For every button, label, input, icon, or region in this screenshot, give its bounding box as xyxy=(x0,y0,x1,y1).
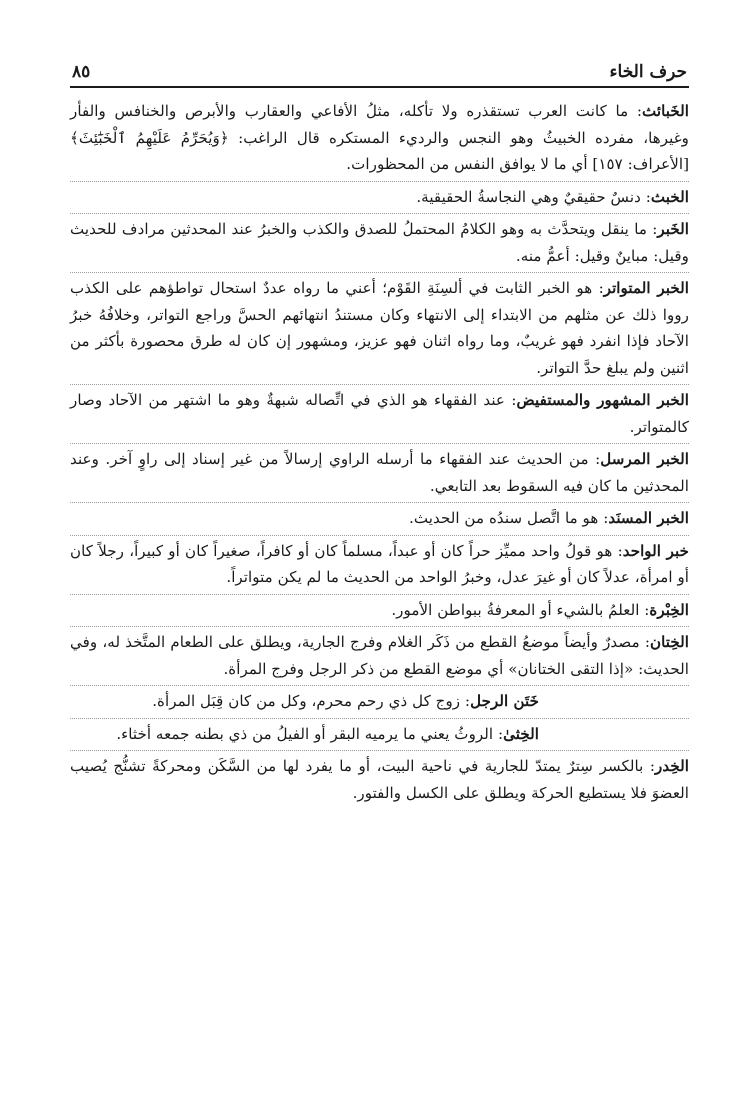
entry-khabar-wahid xyxy=(70,536,689,595)
entry-definition: : العلمُ بالشيء أو المعرفةُ ببواطن الأمور. xyxy=(391,600,650,619)
entry-definition: : هو الخبر الثابت في ألسِنَةِ القَوْم؛ أعني ما رواه عددٌ استحال تواطؤهم على الكذب رووا ذلك عن مثلهم من الابتداء إلى الانتهاء وكان مستندُ انتهائهم الحسَّ وراجع التواتر، وخلافُهُ خبرُ الآحاد فإذا انفرد فهو غريبٌ، وما رواه اثنان فهو عزيز، ومشهور إن كان له طرق محصورة بأكثر من اثنين ولم يبلغ حدَّ التواتر. xyxy=(70,279,689,377)
entry-term: خبر الواحد xyxy=(622,541,689,560)
entry-term: الخِتان xyxy=(649,633,689,651)
entry-definition: : هو ما اتَّصل سندُه من الحديث. xyxy=(409,509,609,527)
entry-khabar xyxy=(70,214,689,273)
entry-khatan-rajul xyxy=(70,686,689,719)
entry-term: الخِدر xyxy=(655,757,689,775)
entry-term: خَتَن الرجل xyxy=(470,692,539,710)
dictionary-page xyxy=(70,52,689,1065)
entry-term: الخبث xyxy=(650,187,689,206)
entry-khabar-mutawatir xyxy=(70,273,689,385)
entry-definition: : مصدرٌ وأيضاً موضعُ القطع من ذَكَر الغلام وفرج الجارية، ويطلق على الطعام المتَّخذ له، وفي الحديث: «إذا التقى الختانان» أي موضع القطع من ذكر الرجل وفرج المرأة. xyxy=(70,633,689,678)
entry-khitan xyxy=(70,627,689,686)
entry-term: الخبر المشهور والمستفيض xyxy=(516,391,689,409)
entry-khabaith xyxy=(70,96,689,182)
entry-term: الخِثىٰ xyxy=(503,724,539,743)
entry-definition: : زوج كل ذي رحم محرم، وكل من كان قِبَل المرأة. xyxy=(152,692,471,710)
entry-definition: : عند الفقهاء هو الذي في اتِّصاله شبهةٌ وهو ما اشتهر من الآحاد وصار كالمتواتر. xyxy=(70,391,689,436)
entry-definition: : ما كانت العرب تستقذره ولا تأكله، مثلُ الأفاعي والعقارب والأبرص والخنافس والفأر وغيرها، مفرده الخبيثُ وهو النجس والرديء المستكره قال الراغب: ﴿وَيُحَرِّمُ عَلَيْهِمُ ٱلْخَبَٰٓئِثَ﴾ [الأعراف: ١٥٧] أي ما لا يوافق النفس من المحظورات. xyxy=(70,102,689,173)
entries-list xyxy=(70,96,689,809)
entry-definition: : دنسٌ حقيقيٌ وهي النجاسةُ الحقيقية. xyxy=(416,187,651,206)
page-header xyxy=(70,52,689,88)
entry-term: الخَبر xyxy=(657,220,689,238)
entry-definition: : هو قولُ واحد مميِّز حراً كان أو عبداً، مسلماً كان أو كافراً، صغيراً كان أو كبيراً، رجلاً كان أو امرأة، عدلاً كان أو غيرَ عدل، وخبرُ الواحد من الحديث ما لم يكن متواتراً. xyxy=(70,541,689,586)
entry-term: الخبر المرسل xyxy=(600,450,690,468)
entry-khibra xyxy=(70,595,689,628)
entry-definition: : ما ينقل ويتحدَّث به وهو الكلامُ المحتملُ للصدق والكذب والخبرُ عند المحدثين مرادف للحديث وقيل: مباينٌ وقيل: أعمُّ منه. xyxy=(70,220,689,265)
chapter-title: حرف الخاء xyxy=(609,62,687,82)
entry-term: الخَبائث xyxy=(641,102,689,120)
entry-khitha xyxy=(70,719,689,752)
entry-khubth xyxy=(70,182,689,215)
entry-khabar-mursal xyxy=(70,444,689,503)
entry-definition: : بالكسر سِترٌ يمتدّ للجارية في ناحية البيت، أو ما يفرد لها من السَّكَن ومحركةً تشنُّج يُصيب العضوَ فلا يستطيع الحركة ويطلق على الكسل والفتور. xyxy=(70,757,689,802)
entry-definition: : الروثُ يعني ما يرميه البقر أو الفيلُ من ذي بطنه جمعه أخثاء. xyxy=(116,724,504,743)
entry-khabar-musnad xyxy=(70,503,689,536)
entry-term: الخبر المسنَد xyxy=(608,509,689,527)
entry-khidr xyxy=(70,751,689,809)
entry-definition: : من الحديث عند الفقهاء ما أرسله الراوي إرسالاً من غير إسناد إلى راوٍ آخر. وعند المحدثين ما كان فيه السقوط بعد التابعي. xyxy=(70,450,689,495)
entry-term: الخِبْرة xyxy=(649,600,689,619)
entry-khabar-mashhur xyxy=(70,385,689,444)
page-number: ٨٥ xyxy=(72,62,91,82)
entry-term: الخبر المتواتر xyxy=(603,279,689,297)
